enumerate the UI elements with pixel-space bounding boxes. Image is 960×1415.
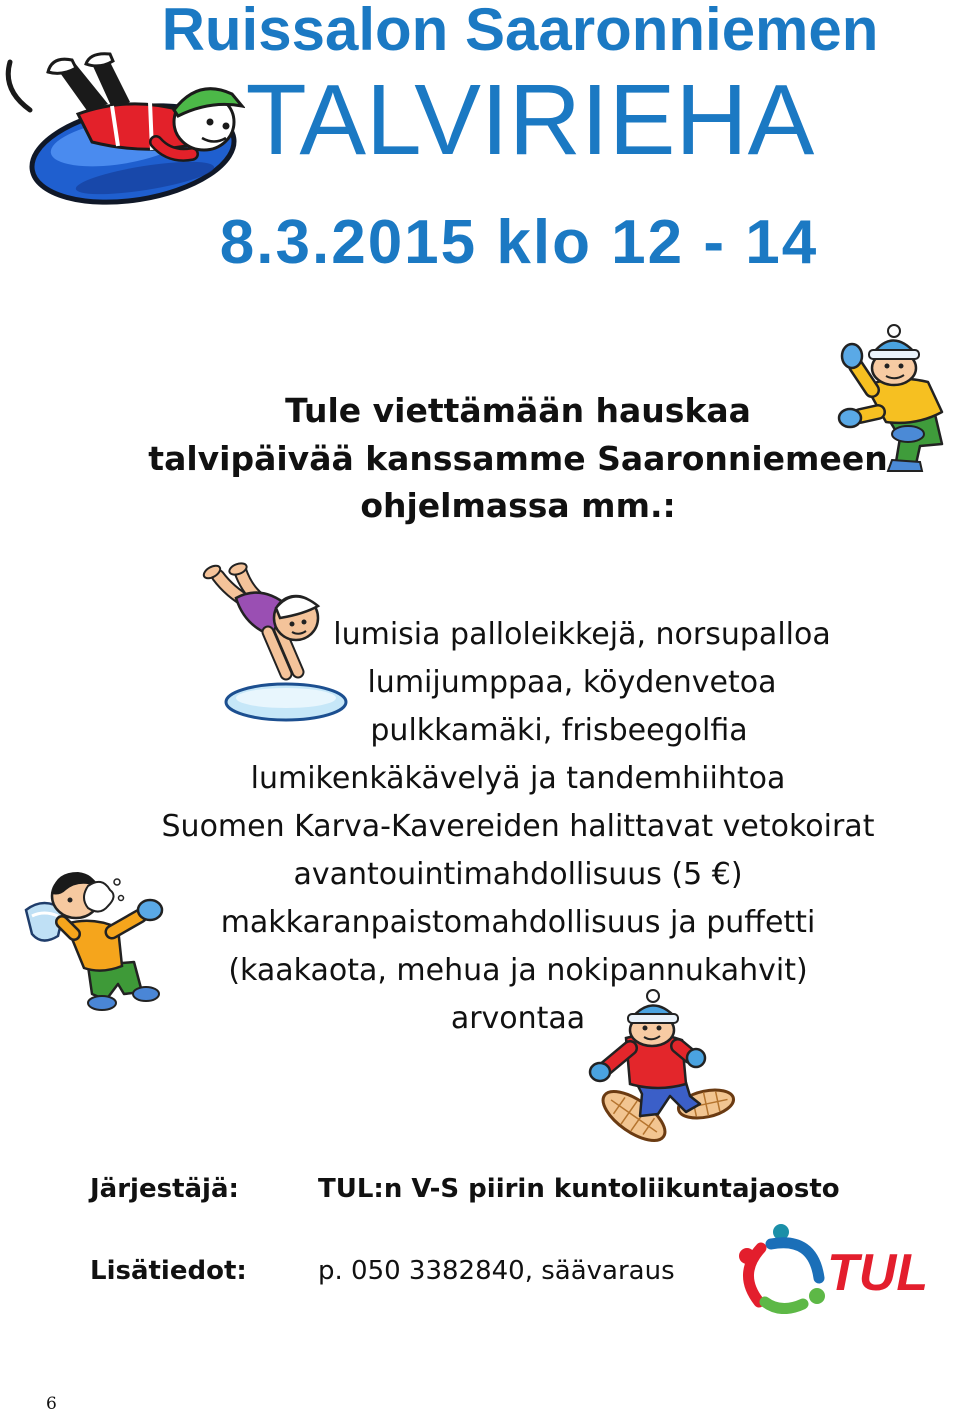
intro-line: talvipäivää kanssamme Saaronniemeen bbox=[148, 438, 888, 478]
intro-line: ohjelmassa mm.: bbox=[360, 486, 676, 525]
organizer-value: TUL:n V-S piirin kuntoliikuntajaosto bbox=[318, 1174, 840, 1204]
program-item: (kaakaota, mehua ja nokipannukahvit) bbox=[228, 953, 808, 988]
tul-logo-icon bbox=[735, 1222, 940, 1314]
program-list bbox=[78, 611, 958, 1043]
program-item: makkaranpaistomahdollisuus ja puffetti bbox=[220, 905, 816, 940]
intro-line: Tule viettämään hauskaa bbox=[285, 391, 751, 430]
poster-title-location: Ruissalon Saaronniemen bbox=[161, 0, 879, 63]
program-item: lumijumppaa, köydenvetoa bbox=[367, 665, 777, 700]
program-item: avantouintimahdollisuus (5 €) bbox=[293, 857, 743, 892]
organizer-label: Järjestäjä: bbox=[90, 1174, 239, 1204]
program-item: arvontaa bbox=[450, 1001, 586, 1036]
program-item: Suomen Karva-Kavereiden halittavat vetokoirat bbox=[161, 809, 875, 844]
info-value: p. 050 3382840, säävaraus bbox=[318, 1256, 675, 1286]
event-date-time: 8.3.2015 klo 12 - 14 bbox=[219, 208, 819, 277]
poster-title-event: TALVIRIEHA bbox=[245, 64, 815, 176]
program-item: pulkkamäki, frisbeegolfia bbox=[370, 713, 748, 748]
page-number: 6 bbox=[46, 1394, 57, 1414]
program-item: lumisia palloleikkejä, norsupalloa bbox=[333, 617, 831, 652]
program-item: lumikenkäkävelyä ja tandemhiihtoa bbox=[250, 761, 786, 796]
tul-logo-text: TUL bbox=[827, 1244, 929, 1302]
intro-text bbox=[78, 387, 958, 530]
info-label: Lisätiedot: bbox=[90, 1256, 247, 1286]
